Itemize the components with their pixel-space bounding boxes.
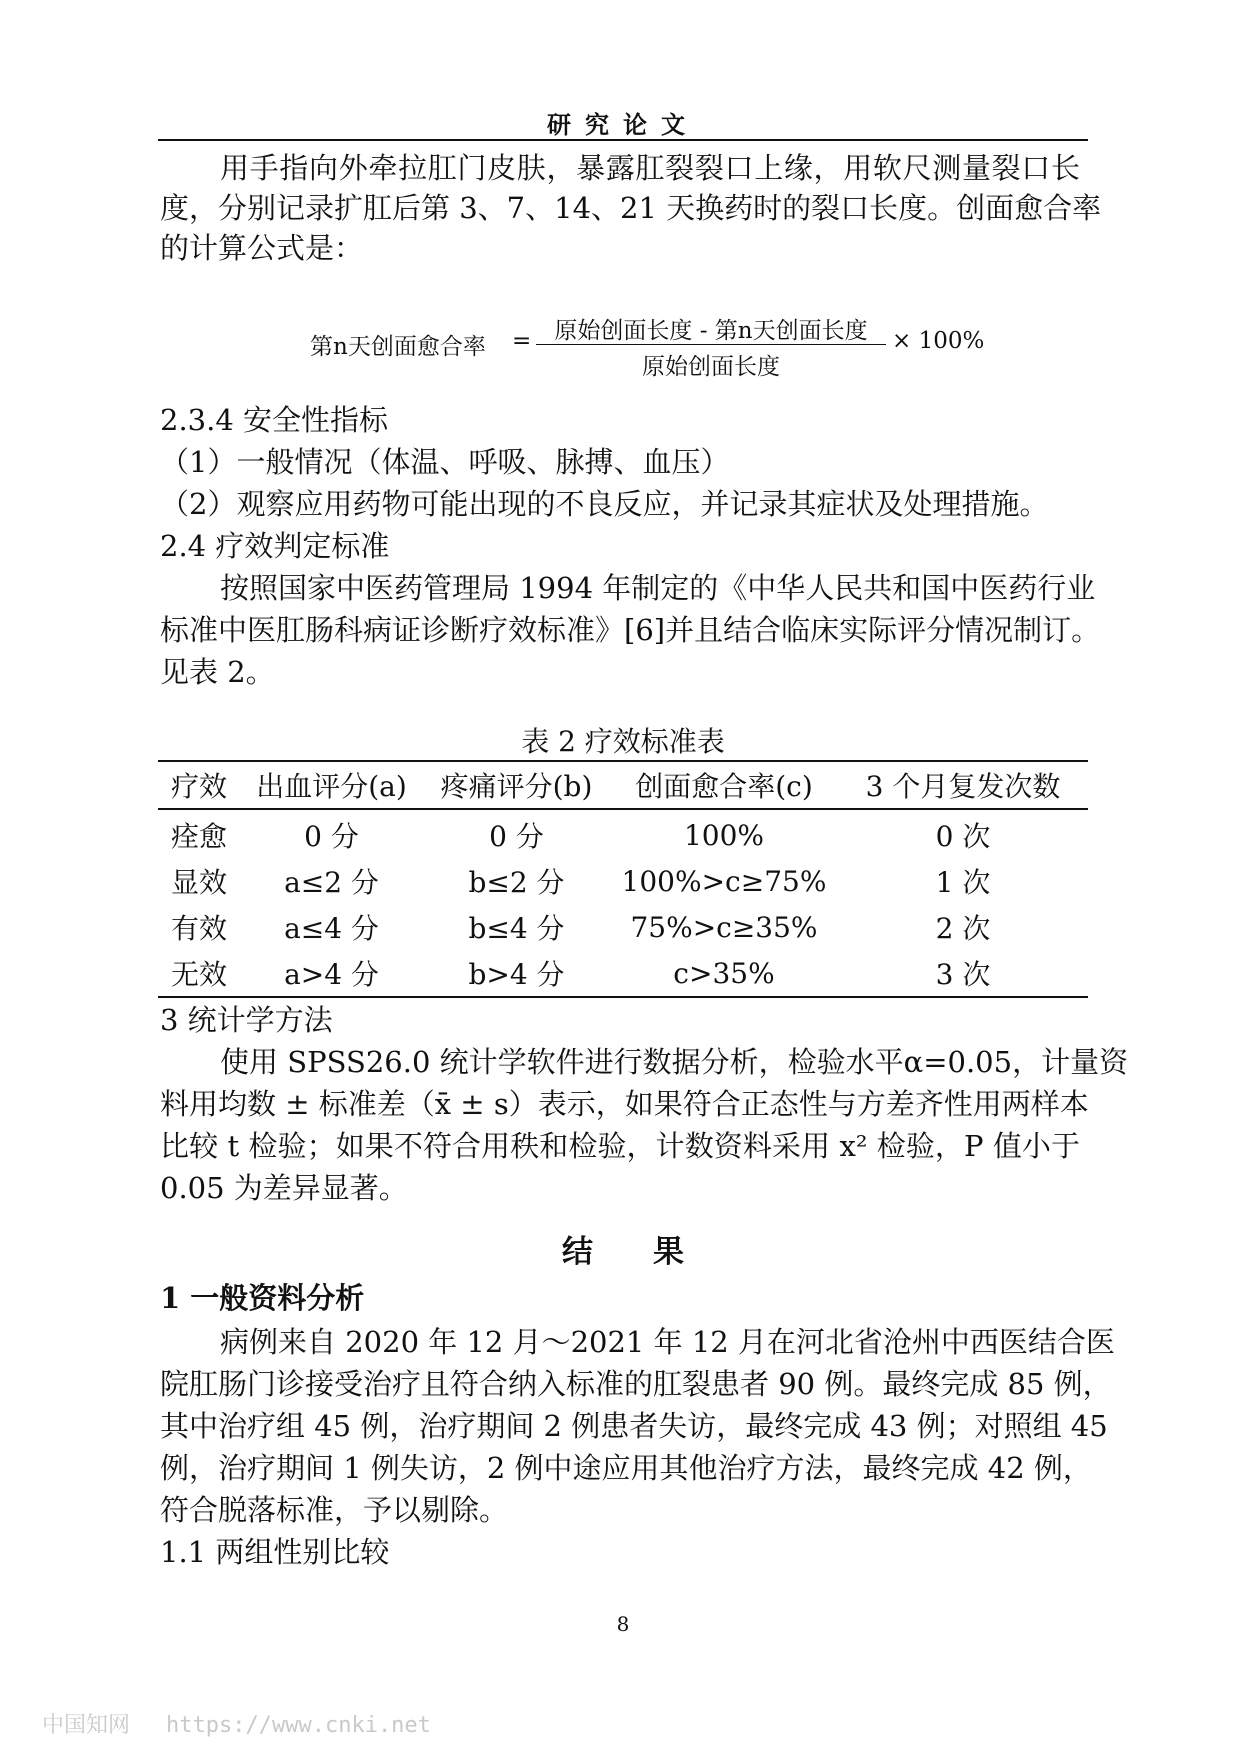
table-cell: 有效: [170, 912, 227, 945]
formula-equals: =: [512, 328, 532, 354]
watermark-brand: 中国知网: [42, 1712, 131, 1737]
paragraph-line: 按照国家中医药管理局 1994 年制定的《中华人民共和国中医药行业: [220, 571, 1096, 605]
table-cell: 1 次: [935, 866, 991, 899]
table-cell: 0 分: [304, 820, 359, 853]
cnki-watermark: [42, 1708, 431, 1739]
paragraph-line: 例，治疗期间 1 例失访，2 例中途应用其他治疗方法，最终完成 42 例，: [160, 1451, 1092, 1485]
paragraph-line: 标准中医肛肠科病证诊断疗效标准》[6]并且结合临床实际评分情况制订。: [160, 613, 1101, 647]
running-title: 研究论文: [547, 110, 699, 139]
paragraph-line: 用手指向外牵拉肛门皮肤，暴露肛裂裂口上缘，用软尺测量裂口长: [220, 151, 1080, 185]
paragraph-line: 的计算公式是：: [160, 231, 364, 265]
table-header-cell: 创面愈合率(c): [635, 770, 813, 803]
formula-numerator: 原始创面长度 - 第n天创面长度: [554, 318, 868, 344]
table-cell: a>4 分: [284, 958, 379, 991]
table-cell: 100%: [683, 818, 765, 852]
section-heading-1: 1 一般资料分析: [160, 1281, 365, 1315]
table-cell: c>35%: [673, 956, 775, 990]
paragraph-line: 见表 2。: [160, 655, 275, 689]
table-cell: 75%>c≥35%: [630, 910, 818, 944]
table-cell: 2 次: [935, 912, 991, 945]
table-header-cell: 出血评分(a): [256, 770, 407, 803]
list-item: （2）观察应用药物可能出现的不良反应，并记录其症状及处理措施。: [160, 487, 1049, 521]
table-cell: 0 分: [489, 820, 544, 853]
table-cell: b>4 分: [468, 958, 565, 991]
paragraph-line: 院肛肠门诊接受治疗且符合纳入标准的肛裂患者 90 例。最终完成 85 例，: [160, 1367, 1112, 1401]
table-cell: 3 次: [935, 958, 991, 991]
table-header-cell: 疗效: [170, 770, 227, 803]
table-row: [158, 950, 1088, 996]
paragraph-line: 料用均数 ± 标准差（x̄ ± s）表示，如果符合正态性与方差齐性用两样本: [160, 1087, 1089, 1121]
section-heading-3: 3 统计学方法: [160, 1003, 333, 1037]
table-header-cell: 3 个月复发次数: [865, 770, 1061, 803]
paragraph-line: 符合脱落标准，予以剔除。: [160, 1493, 509, 1527]
formula-multiplier: × 100%: [892, 328, 985, 354]
list-item: （1）一般情况（体温、呼吸、脉搏、血压）: [160, 445, 730, 479]
paragraph-line: 比较 t 检验；如果不符合用秩和检验，计数资料采用 x² 检验，P 值小于: [160, 1129, 1080, 1163]
table-header-cell: 疼痛评分(b): [440, 770, 593, 803]
header-rule: [158, 139, 1088, 141]
formula-denominator: 原始创面长度: [642, 354, 780, 380]
table-cell: a≤4 分: [284, 912, 379, 945]
table-cell: b≤2 分: [468, 866, 565, 899]
table-mid-rule: [158, 808, 1088, 810]
table-row: [158, 812, 1088, 858]
table-row: [158, 858, 1088, 904]
table-cell: 无效: [170, 958, 227, 991]
table-cell: 0 次: [935, 820, 991, 853]
section-heading-2-3-4: 2.3.4 安全性指标: [160, 403, 389, 437]
section-heading-1-1: 1.1 两组性别比较: [160, 1535, 390, 1569]
table-row: [158, 904, 1088, 950]
watermark-url: https://www.cnki.net: [166, 1713, 431, 1738]
results-title: 结果: [562, 1234, 744, 1270]
section-heading-2-4: 2.4 疗效判定标准: [160, 529, 390, 563]
table-cell: a≤2 分: [284, 866, 379, 899]
paragraph-line: 0.05 为差异显著。: [160, 1171, 408, 1205]
table-cell: 痊愈: [170, 820, 227, 853]
table-cell: 100%>c≥75%: [621, 864, 827, 898]
paragraph-line: 其中治疗组 45 例，治疗期间 2 例患者失访，最终完成 43 例；对照组 45: [160, 1409, 1108, 1443]
efficacy-table: [158, 760, 1088, 998]
fraction-bar: [536, 344, 886, 345]
formula-lhs: 第n天创面愈合率: [310, 334, 486, 360]
paragraph-line: 病例来自 2020 年 12 月～2021 年 12 月在河北省沧州中西医结合医: [220, 1325, 1115, 1359]
paragraph-line: 使用 SPSS26.0 统计学软件进行数据分析，检验水平α=0.05，计量资: [220, 1045, 1129, 1079]
paragraph-line: 度，分别记录扩肛后第 3、7、14、21 天换药时的裂口长度。创面愈合率: [160, 191, 1102, 225]
table-cell: b≤4 分: [468, 912, 565, 945]
table-cell: 显效: [170, 866, 227, 899]
healing-rate-formula: [300, 306, 1000, 386]
table-header-row: [158, 762, 1088, 808]
page-number: 8: [616, 1612, 630, 1636]
table-caption: 表 2 疗效标准表: [521, 725, 725, 758]
